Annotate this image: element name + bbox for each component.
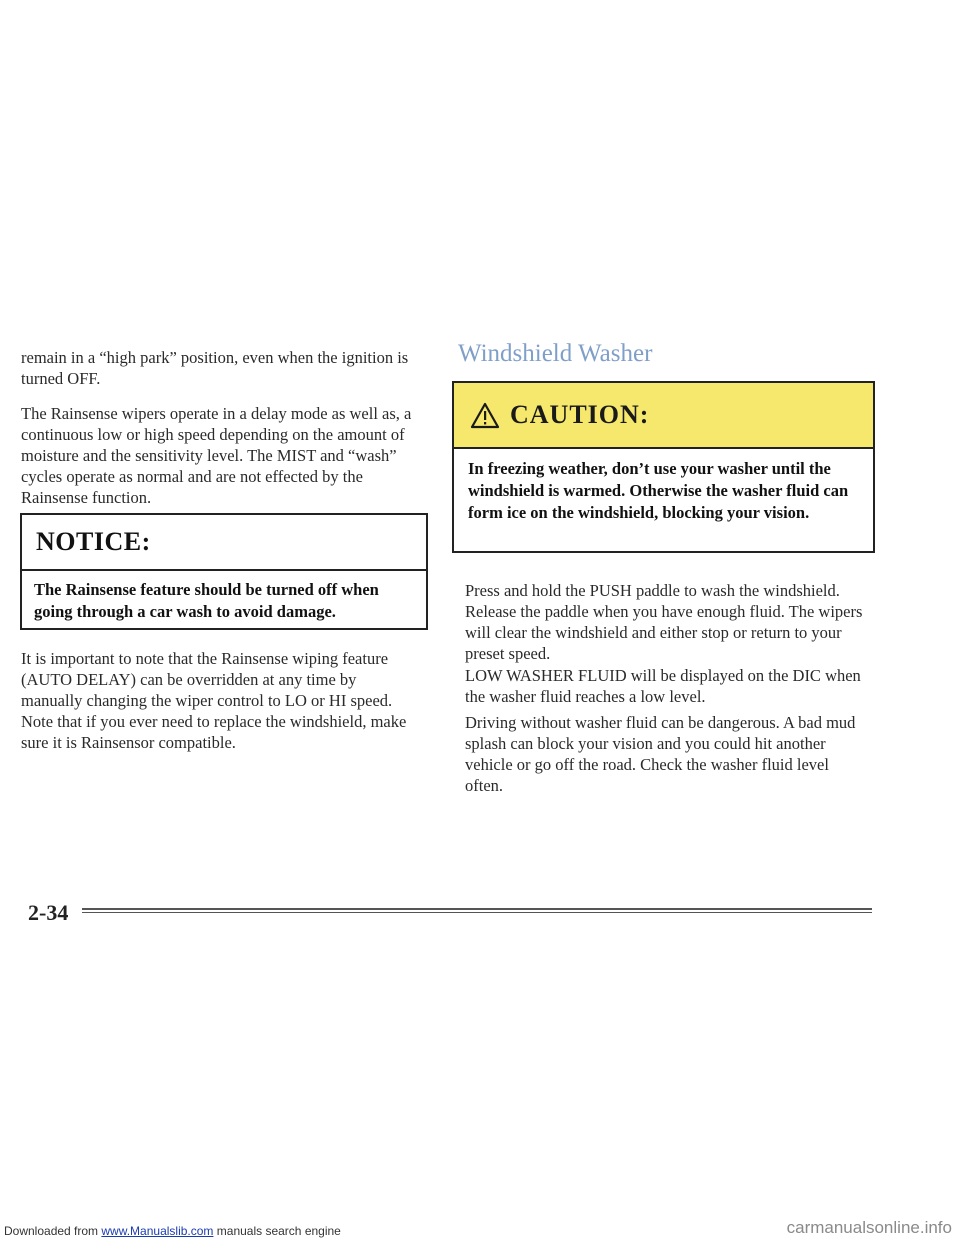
caution-label: CAUTION: (510, 400, 650, 429)
caution-header (454, 383, 873, 449)
caution-box (452, 381, 875, 553)
notice-header (22, 515, 426, 571)
footer-suffix: manuals search engine (213, 1224, 341, 1238)
footer-brand-watermark: carmanualsonline.info (786, 1218, 952, 1237)
paragraph-auto-delay: It is important to note that the Rainsense wiping feature (AUTO DELAY) can be overridden at any time by manually changing the wiper control to LO or HI speed. (21, 649, 393, 710)
warning-triangle-icon (470, 402, 500, 429)
footer-prefix: Downloaded from (4, 1224, 102, 1238)
paragraph-rainsensor-compatible: Note that if you ever need to replace the windshield, make sure it is Rainsensor compatible. (21, 712, 407, 752)
paragraph-rainsense-modes: The Rainsense wipers operate in a delay mode as well as, a continuous low or high speed depending on the amount of moisture and the sensitivity level. The MIST and “wash” cycles operate as normal and are not effected by the Rainsense function. (21, 404, 412, 507)
paragraph-push-paddle: Press and hold the PUSH paddle to wash the windshield. Release the paddle when you have enough fluid. The wipers will clear the windshield and either stop or return to your preset speed. (465, 581, 863, 663)
manualslib-link[interactable]: www.Manualslib.com (101, 1224, 214, 1238)
notice-box (20, 513, 428, 630)
section-title: Windshield Washer (458, 340, 653, 367)
notice-text: The Rainsense feature should be turned off when going through a car wash to avoid damage. (34, 580, 379, 621)
paragraph-low-washer-fluid: LOW WASHER FLUID will be displayed on the DIC when the washer fluid reaches a low level. (465, 666, 861, 706)
caution-text: In freezing weather, don’t use your washer until the windshield is warmed. Otherwise the washer fluid can form ice on the windshield, blocking your vision. (468, 459, 849, 522)
page-number: 2-34 (28, 900, 69, 925)
paragraph-high-park: remain in a “high park” position, even when the ignition is turned OFF. (21, 348, 409, 388)
notice-label: NOTICE: (36, 527, 151, 556)
download-footer (4, 1224, 341, 1238)
paragraph-driving-without-fluid: Driving without washer fluid can be dangerous. A bad mud splash can block your vision and you could hit another vehicle or go off the road. Check the washer fluid level often. (465, 713, 856, 795)
page-rule (82, 908, 872, 913)
